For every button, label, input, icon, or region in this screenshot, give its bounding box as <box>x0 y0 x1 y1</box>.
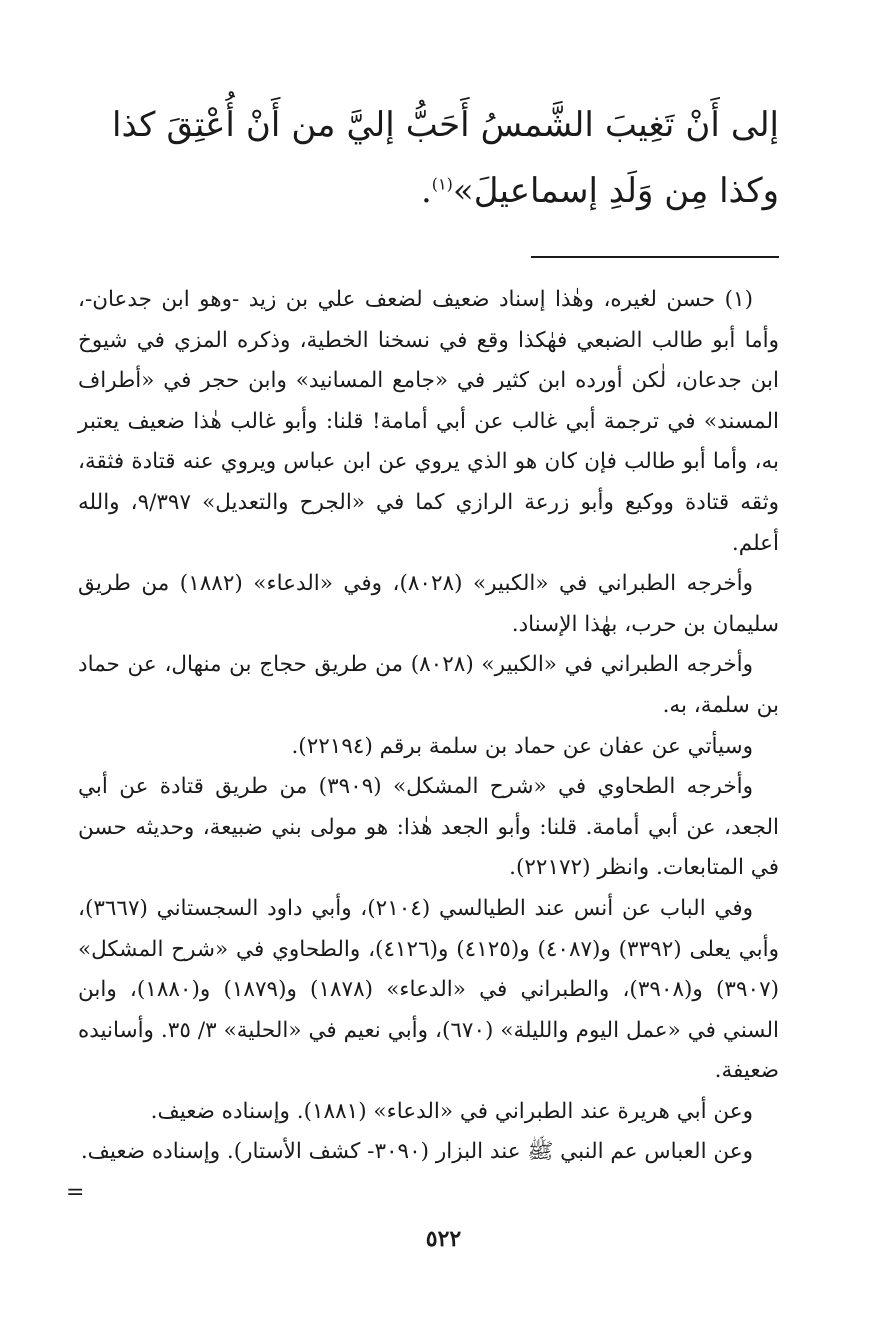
footnotes <box>78 280 779 1173</box>
footnote-paragraph-6: وفي الباب عن أنس عند الطيالسي (٢١٠٤)، وأبي داود السجستاني (٣٦٦٧)، وأبي يعلى (٣٣٩٢) و(٤٠٨٧) و(٤١٢٥) و(٤١٢٦)، والطحاوي في «شرح المشكل» (٣٩٠٧) و(٣٩٠٨)، والطبراني في «الدعاء» (١٨٧٨) و(١٨٧٩) و(١٨٨٠)، وابن السني في «عمل اليوم والليلة» (٦٧٠)، وأبي نعيم في «الحلية» ٣/ ٣٥. وأسانيده ضعيفة. <box>78 895 780 1084</box>
continuation-mark: = <box>66 1180 85 1205</box>
footnote-separator <box>531 256 779 258</box>
footnote-paragraph-8: وعن العباس عم النبي ﷺ عند البزار (٣٠٩٠- كشف الأستار). وإسناده ضعيف. <box>80 1139 753 1165</box>
footnote-paragraph-7: وعن أبي هريرة عند الطبراني في «الدعاء» (١٨٨١). وإسناده ضعيف. <box>150 1098 753 1124</box>
page-number: ٥٢٢ <box>425 1226 462 1252</box>
main-text-line-2: إسماعيلَ» <box>452 171 598 211</box>
footnote-1: (١) حسن لغيره، وهٰذا إسناد ضعيف لضعف علي بن زيد -وهو ابن جدعان-، وأما أبو طالب الضبعي فهٰكذا وقع في نسخنا الخطية، وذكره المزي في شيوخ ابن جدعان، لٰكن أورده ابن كثير في «جامع المسانيد» وابن حجر في «أطراف المسند» في ترجمة أبي غالب عن أبي أمامة! قلنا: وأبو غالب هٰذا ضعيف يعتبر به، وأما أبو طالب فإن كان هو الذي يروي عن ابن عباس ويروي عنه قتادة فثقة، وثقه قتادة ووكيع وأبو زرعة الرازي كما في «الجرح والتعديل» ٩/٣٩٧، والله أعلم. <box>78 287 779 556</box>
main-text-line-1: إلى أَنْ تَغِيبَ الشَّمسُ أَحَبُّ إليَّ من أَنْ أُعْتِقَ كذا وكذا مِن وَلَدِ <box>112 105 779 211</box>
main-text <box>112 92 779 224</box>
footnote-paragraph-3: وأخرجه الطبراني في «الكبير» (٨٠٢٨) من طريق حجاج بن منهال، عن حماد بن سلمة، به. <box>78 652 779 718</box>
footnote-reference: (١) <box>431 174 453 194</box>
footnote-paragraph-5: وأخرجه الطحاوي في «شرح المشكل» (٣٩٠٩) من طريق قتادة عن أبي الجعد، عن أبي أمامة. قلنا: وأبو الجعد هٰذا: هو مولى بني ضبيعة، وحديثه حسن في المتابعات. وانظر (٢٢١٧٢). <box>78 774 779 881</box>
footnote-paragraph-2: وأخرجه الطبراني في «الكبير» (٨٠٢٨)، وفي «الدعاء» (١٨٨٢) من طريق سليمان بن حرب، بهٰذا الإسناد. <box>78 571 779 637</box>
main-text-line-2-end: . <box>420 171 432 211</box>
footnote-paragraph-4: وسيأتي عن عفان عن حماد بن سلمة برقم (٢٢١٩٤). <box>291 733 753 759</box>
main-text-paragraph <box>112 92 779 224</box>
